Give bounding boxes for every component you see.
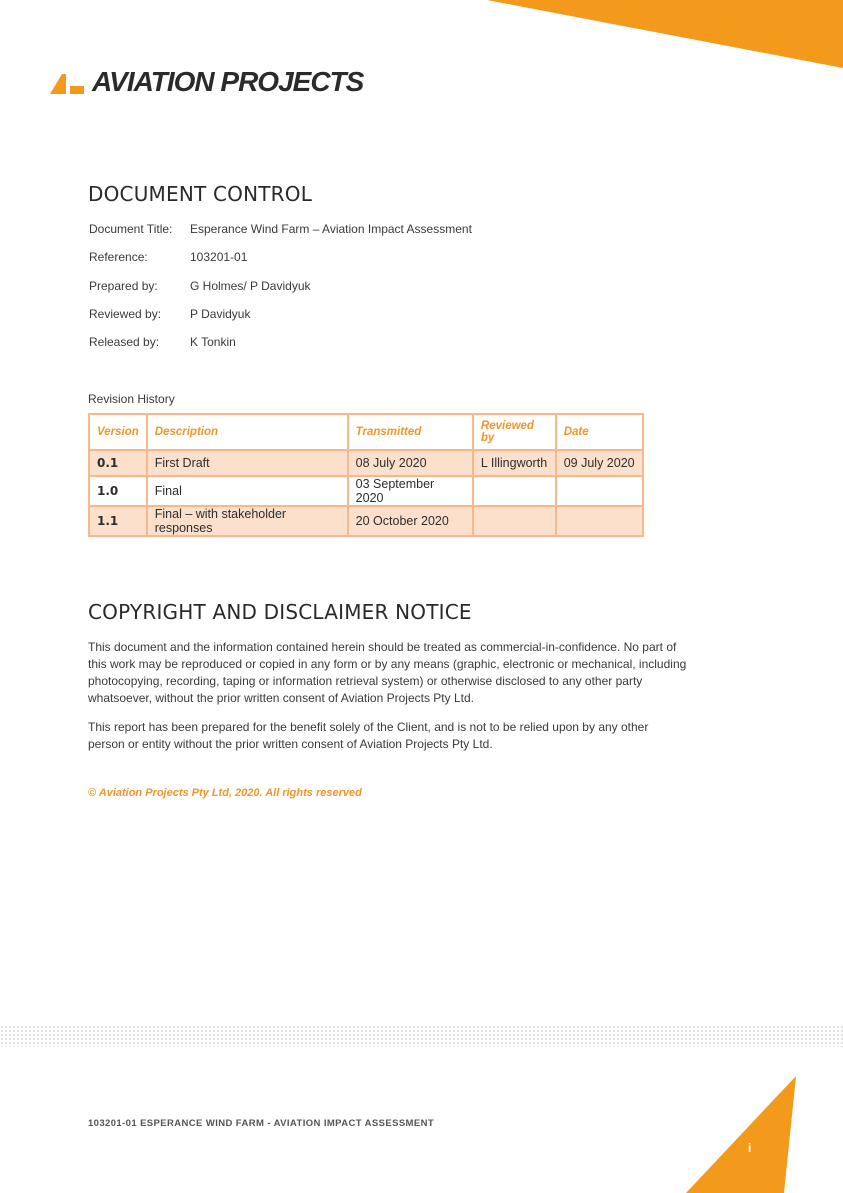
disclaimer-paragraph-1: This document and the information contained herein should be treated as commercial-in-confidence. No part of this work may be reproduced or copied in any form or by any means (graphic, electronic or mechanical, including photocopying, recording, taping or information retrieval system) or otherwise disclosed to any other party whatsoever, without the prior written consent of Aviation Projects Pty Ltd. [88,640,687,705]
field-label-prepared-by: Prepared by: [89,279,158,293]
logo-text: AVIATION PROJECTS [92,66,364,97]
field-label-document-title: Document Title: [89,222,173,236]
cell-description: First Draft [147,450,348,476]
field-label-reference: Reference: [89,250,148,264]
footer-accent-triangle [680,1070,843,1193]
cell-description: Final – with stakeholder responses [147,506,348,536]
page-number: i [748,1141,752,1155]
cell-version: 0.1 [89,450,147,476]
logo-mark-icon [48,68,88,96]
field-value-document-title: Esperance Wind Farm – Aviation Impact Assessment [190,222,472,236]
copyright-line: © Aviation Projects Pty Ltd, 2020. All rights reserved [88,787,362,799]
header-date: Date [556,414,643,450]
field-value-prepared-by: G Holmes/ P Davidyuk [190,279,311,293]
revision-history-table [88,413,644,537]
cell-version: 1.0 [89,476,147,506]
company-logo [48,66,363,98]
table-row [89,476,643,506]
table-row [89,450,643,476]
disclaimer-paragraph-2: This report has been prepared for the benefit solely of the Client, and is not to be relied upon by any other person or entity without the prior written consent of Aviation Projects Pty Ltd. [88,720,649,751]
cell-date [556,506,643,536]
field-value-released-by: K Tonkin [190,335,236,349]
header-reviewed-by: Reviewed by [473,414,556,450]
cell-version: 1.1 [89,506,147,536]
cell-description: Final [147,476,348,506]
cell-transmitted: 08 July 2020 [348,450,473,476]
copyright-heading: COPYRIGHT AND DISCLAIMER NOTICE [88,600,472,624]
table-header-row [89,414,643,450]
cell-reviewed-by [473,506,556,536]
footer-dot-pattern [0,1025,843,1047]
cell-transmitted: 20 October 2020 [348,506,473,536]
header-transmitted: Transmitted [348,414,473,450]
field-value-reference: 103201-01 [190,250,248,264]
header-version: Version [89,414,147,450]
cell-date: 09 July 2020 [556,450,643,476]
footer-text: 103201-01 ESPERANCE WIND FARM - AVIATION IMPACT ASSESSMENT [88,1118,435,1129]
field-label-reviewed-by: Reviewed by: [89,307,162,321]
cell-date [556,476,643,506]
cell-reviewed-by: L Illingworth [473,450,556,476]
table-row [89,506,643,536]
cell-reviewed-by [473,476,556,506]
cell-transmitted: 03 September 2020 [348,476,473,506]
revision-history-caption: Revision History [88,392,175,406]
header-description: Description [147,414,348,450]
field-value-reviewed-by: P Davidyuk [190,307,251,321]
document-control-heading: DOCUMENT CONTROL [88,182,313,206]
field-label-released-by: Released by: [89,335,160,349]
